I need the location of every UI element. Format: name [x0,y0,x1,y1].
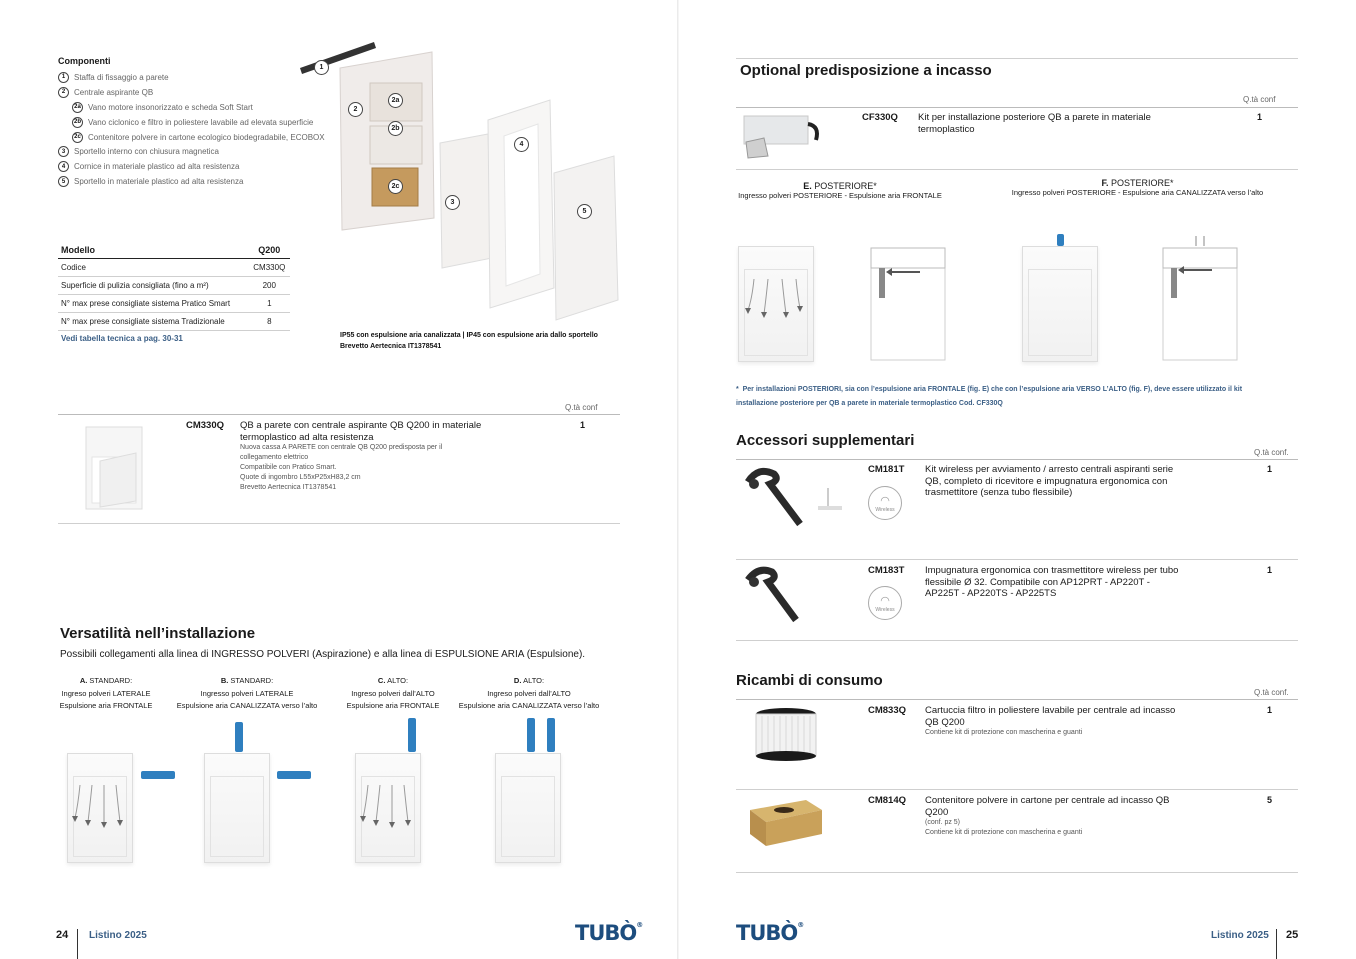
exploded-view-drawing [292,38,632,328]
optional-qty: 1 [1257,112,1263,122]
ip-note: IP55 con espulsione aria canalizzata | IP45 con espulsione aria dallo sportello Brevetto Aertecnica IT1378541 [340,332,598,350]
tech-table-link[interactable]: Vedi tabella tecnica a pag. 30-31 [61,334,183,343]
divider [736,169,1298,170]
callout-3: 3 [445,195,460,210]
spare-note: Contiene kit di protezione con mascherina e guanti [925,729,1083,736]
spec-row: Codice CM330Q [58,259,290,277]
product-image-cm183t [740,562,810,628]
callout-2a: 2a [388,93,403,108]
variant-b-label: B. STANDARD: Ingresso polveri LATERALE Espulsione aria CANALIZZATA verso l’alto [176,676,318,710]
spare-qty: 5 [1267,795,1273,805]
variant-a-airflow [70,780,132,830]
qty-header: Q.tà conf. [1254,688,1289,697]
variant-b-side-pipe [277,771,311,779]
accessory-qty: 1 [1267,464,1273,474]
optional-title: Optional predisposizione a incasso [740,62,992,79]
component-item: 3 Sportello interno con chiusura magnetica [58,144,325,159]
variant-c-label: C. ALTO: Ingreso polveri dall’ALTO Espulsione aria FRONTALE [346,676,440,710]
divider [736,640,1298,641]
spares-title: Ricambi di consumo [736,672,883,689]
callout-2b: 2b [388,121,403,136]
spare-note: (conf. pz 5) Contiene kit di protezione con mascherina e guanti [925,819,1083,836]
component-item: 1 Staffa di fissaggio a parete [58,70,325,85]
footnote: * Per installazioni POSTERIORI, sia con l’espulsione aria FRONTALE (fig. E) che con l’espulsione aria VERSO L’ALTO (fig. F), deve essere utilizzato il kit installazione posteriore per QB a parete in materiale termoplastico Cod. CF330Q [736,386,1243,407]
divider [58,523,620,524]
position-e-label: E. POSTERIORE* Ingresso polveri POSTERIORE - Espulsione aria FRONTALE [738,181,942,200]
divider [736,699,1298,700]
page-number: 24 [56,929,69,941]
component-item: 5 Sportello in materiale plastico ad alta resistenza [58,174,325,189]
product-image-cm330q [80,423,150,513]
exploded-view-illustration [292,38,632,328]
variant-a-side-pipe [141,771,175,779]
spare-qty: 1 [1267,705,1273,715]
versatility-title: Versatilità nell’installazione [60,625,256,642]
spec-row: N° max prese consigliate sistema Pratico Smart 1 [58,295,290,313]
page-fold [677,0,679,959]
accessory-code: CM181T [868,464,905,475]
variant-d-top-pipe-1 [527,718,535,752]
component-item: 2a Vano motore insonorizzato e scheda Soft Start [58,100,325,115]
qty-header: Q.tà conf [1243,95,1276,104]
spec-table [58,243,290,331]
product-image-cm833q [752,704,822,764]
variant-a-label: A. STANDARD: Ingreso polveri LATERALE Espulsione aria FRONTALE [59,676,153,710]
page-number: 25 [1286,929,1299,941]
divider [736,58,1298,59]
product-image-cm181t [740,462,850,532]
callout-2: 2 [348,102,363,117]
spare-desc: Cartuccia filtro in poliestere lavabile per centrale ad incasso QB Q200 [925,705,1176,728]
position-f-side-view [1160,234,1240,362]
footer-divider [1276,929,1277,959]
spare-code: CM814Q [868,795,907,806]
tubo-logo: TUBÒ® [575,921,643,945]
spare-code: CM833Q [868,705,907,716]
spec-header-row: Modello Q200 [58,243,290,259]
qty-header: Q.tà conf. [1254,448,1289,457]
component-item: 4 Cornice in materiale plastico ad alta resistenza [58,159,325,174]
callout-4: 4 [514,137,529,152]
variant-d-label: D. ALTO: Ingreso polveri dall’ALTO Espulsione aria CANALIZZATA verso l’alto [458,676,600,710]
front-door [554,156,618,320]
variant-d-top-pipe-2 [547,718,555,752]
position-e-airflow [742,274,810,324]
product-image-cf330q [742,112,824,160]
footer-divider [77,929,78,959]
divider [736,559,1298,560]
component-item: 2b Vano ciclonico e filtro in poliestere lavabile ad elevata superficie [73,117,314,127]
accessory-qty: 1 [1267,565,1273,575]
variant-c-top-pipe [408,718,416,752]
component-item: 2 Centrale aspirante QB [58,85,325,100]
spec-row: Superficie di pulizia consigliata (fino a m²) 200 [58,277,290,295]
product-qty: 1 [580,420,586,430]
variant-d-unit [495,753,561,863]
optional-code: CF330Q [862,112,898,123]
product-image-cm814q [746,796,826,850]
callout-1: 1 [314,60,329,75]
accessory-code: CM183T [868,565,905,576]
wireless-badge-icon: ◠ Wireless [868,586,902,620]
divider [736,789,1298,790]
footer-label: Listino 2025 [1211,930,1269,941]
tubo-logo: TUBÒ® [736,921,804,945]
product-code: CM330Q [186,420,225,431]
variant-b-top-pipe [235,722,243,752]
variant-c-airflow [358,780,420,830]
components-list [58,70,325,189]
position-f-top-pipe [1057,234,1064,246]
divider [58,414,620,415]
component-item: 2c Contenitore polvere in cartone ecologico biodegradabile, ECOBOX [58,130,325,145]
spare-desc: Contenitore polvere in cartone per centrale ad incasso QB Q200 [925,795,1170,818]
divider [736,107,1298,108]
variant-b-unit [204,753,270,863]
wireless-badge-icon: ◠ Wireless [868,486,902,520]
qty-header: Q.tà conf [565,403,598,412]
position-e-side-view [868,246,948,362]
optional-desc: Kit per installazione posteriore QB a parete in materiale termoplastico [918,112,1151,135]
position-f-unit [1022,246,1098,362]
position-f-label: F. POSTERIORE* Ingresso polveri POSTERIORE - Espulsione aria CANALIZZATA verso l’alto [1011,178,1264,197]
divider [736,872,1298,873]
footer-label: Listino 2025 [89,930,147,941]
divider [736,459,1298,460]
versatility-subtitle: Possibili collegamenti alla linea di INGRESSO POLVERI (Aspirazione) e alla linea di ESPULSIONE ARIA (Espulsione). [60,649,586,660]
accessories-title: Accessori supplementari [736,432,915,449]
product-details: Nuova cassa A PARETE con centrale QB Q200 predisposta per il collegamento elettrico Compatibile con Pratico Smart. Quote di ingombro L55xP25xH83,2 cm Brevetto Aertecnica IT1378541 [240,444,443,491]
spec-row: N° max prese consigliate sistema Tradizionale 8 [58,313,290,331]
callout-5: 5 [577,204,592,219]
accessory-desc: Kit wireless per avviamento / arresto centrali aspiranti serie QB, completo di ricevitore e impugnatura ergonomica con trasmettitore (senza tubo flessibile) [925,464,1174,498]
callout-2c: 2c [388,179,403,194]
product-title: QB a parete con centrale aspirante QB Q200 in materiale termoplastico ad alta resistenza [240,420,482,443]
components-title: Componenti [58,56,111,66]
accessory-desc: Impugnatura ergonomica con trasmettitore wireless per tubo flessibile Ø 32. Compatibile con AP12PRT - AP220T - AP225T - AP220TS - AP225TS [925,565,1179,599]
